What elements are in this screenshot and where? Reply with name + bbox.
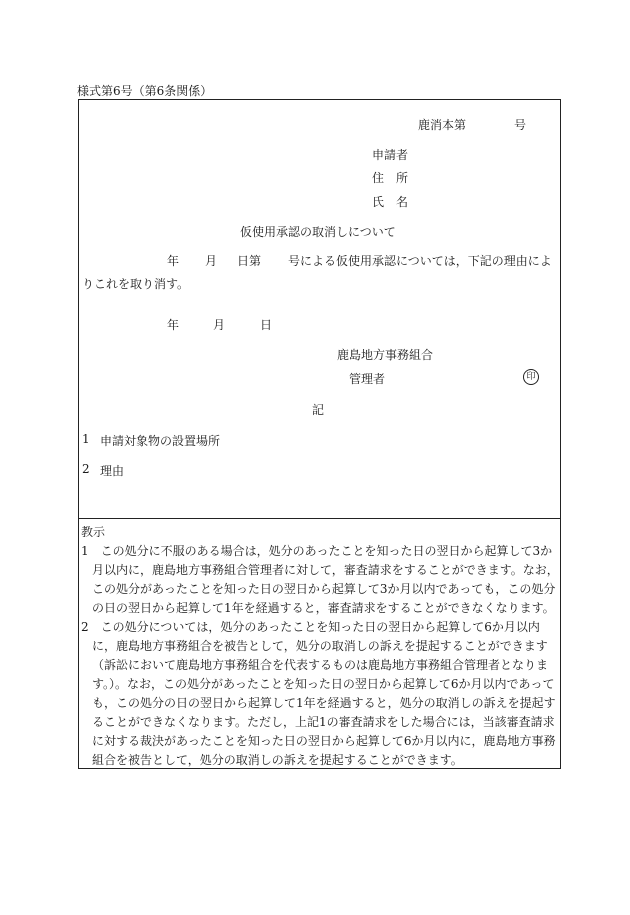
body-day-number: 日第 bbox=[237, 254, 262, 268]
form-label: 様式第6号（第6条関係） bbox=[77, 84, 213, 98]
body-text-line1: 号による仮使用承認については，下記の理由によ bbox=[288, 254, 552, 268]
date-year: 年 bbox=[167, 318, 180, 332]
notice-line: の日の翌日から起算して1年を経過すると，審査請求をすることができなくなります。 bbox=[92, 601, 555, 615]
body-year: 年 bbox=[167, 254, 180, 268]
item-2-number: 2 bbox=[82, 462, 90, 476]
notice-line: 月以内に，鹿島地方事務組合管理者に対して，審査請求をすることができます。なお， bbox=[92, 563, 559, 577]
item-1-number: 1 bbox=[82, 432, 90, 446]
notice-line: 組合を被告として，処分の取消しの訴えを提起することができます。 bbox=[92, 753, 463, 767]
applicant-name-label: 氏 名 bbox=[372, 195, 409, 209]
doc-number-prefix: 鹿消本第 bbox=[418, 118, 467, 132]
date-month: 月 bbox=[213, 318, 226, 332]
notice-line: す。）。なお，この処分があったことを知った日の翌日から起算して6か月以内であって bbox=[92, 677, 555, 691]
seal-stamp: 印 bbox=[523, 369, 539, 385]
notice-line: に，鹿島地方事務組合を被告として，処分の取消しの訴えを提起することができます bbox=[92, 639, 548, 653]
item-1-label: 申請対象物の設置場所 bbox=[100, 434, 221, 448]
body-month: 月 bbox=[205, 254, 218, 268]
issuer-manager-label: 管理者 bbox=[349, 372, 386, 386]
record-label: 記 bbox=[312, 403, 325, 417]
doc-number-suffix: 号 bbox=[514, 118, 527, 132]
notice-line: 2 この処分については，処分のあったことを知った日の翌日から起算して6か月以内 bbox=[81, 620, 540, 634]
applicant-label: 申請者 bbox=[372, 148, 409, 162]
notice-heading: 教示 bbox=[81, 525, 106, 539]
issuer-organization: 鹿島地方事務組合 bbox=[337, 348, 434, 362]
notice-line: ることができなくなります。ただし，上記1の審査請求をした場合には，当該審査請求 bbox=[92, 715, 555, 729]
notice-line: 1 この処分に不服のある場合は，処分のあったことを知った日の翌日から起算して3か bbox=[81, 544, 553, 558]
item-2-label: 理由 bbox=[100, 464, 125, 478]
notice-divider bbox=[79, 518, 560, 519]
date-day: 日 bbox=[260, 318, 273, 332]
notice-line: （訴訟において鹿島地方事務組合を代表するものは鹿島地方事務組合管理者となりま bbox=[92, 658, 549, 672]
document-title: 仮使用承認の取消しについて bbox=[240, 225, 396, 239]
notice-line: も，この処分の日の翌日から起算して1年を経過すると，処分の取消しの訴えを提起す bbox=[92, 696, 556, 710]
notice-line: この処分があったことを知った日の翌日から起算して3か月以内であっても，この処分 bbox=[92, 582, 556, 596]
applicant-address-label: 住 所 bbox=[372, 171, 409, 185]
notice-line: に対する裁決があったことを知った日の翌日から起算して6か月以内に，鹿島地方事務 bbox=[92, 734, 556, 748]
body-text-line2: りこれを取り消す。 bbox=[82, 277, 190, 291]
